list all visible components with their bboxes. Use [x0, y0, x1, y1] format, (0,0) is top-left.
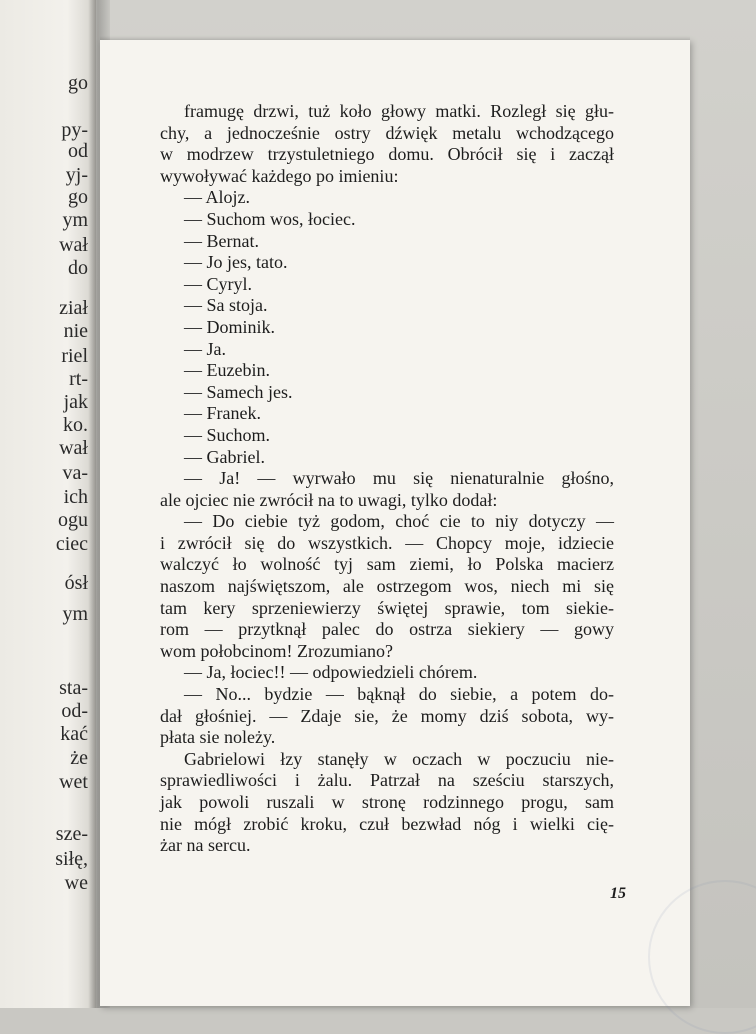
text-line: dał głośniej. — Zdaje sie, że momy dziś sobota, wy-	[160, 705, 614, 726]
text-line: — Euzebin.	[184, 360, 270, 381]
left-page-fragment: kać	[60, 723, 88, 745]
left-page-fragment: ym	[62, 209, 88, 231]
left-page	[0, 0, 96, 1008]
left-page-fragment: ciec	[55, 533, 88, 555]
left-page-fragment: wał	[59, 437, 88, 459]
text-line: — Do ciebie tyż godom, choć cie to niy dotyczy —	[184, 511, 614, 532]
left-page-fragment: sta-	[59, 677, 88, 699]
left-page-fragment: nie	[63, 320, 88, 342]
left-page-fragment: siłę,	[55, 848, 88, 870]
text-line: chy, a jednocześnie ostry dźwięk metalu wchodzącego	[160, 122, 614, 143]
left-page-fragment: ko.	[63, 414, 88, 436]
text-line: żar na sercu.	[160, 835, 251, 856]
left-page-fragment: że	[70, 747, 88, 769]
left-page-fragment: wał	[59, 234, 88, 256]
left-page-fragment: rt-	[69, 368, 88, 390]
text-line: — Suchom.	[184, 424, 271, 445]
show-through-stamp	[648, 880, 756, 1034]
text-line: — Gabriel.	[184, 446, 265, 467]
text-line: naszom najświętszom, ale ostrzegom wos, niech mi się	[160, 576, 614, 597]
text-line: — Dominik.	[184, 316, 276, 337]
text-line: — Sa stoja.	[184, 295, 268, 316]
text-line: nie mógł zrobić kroku, czuł bezwład nóg i wielki cię-	[160, 813, 614, 834]
left-page-fragment: go	[68, 186, 88, 208]
text-line: i zwrócił się do wszystkich. — Chopcy moje, idziecie	[160, 532, 614, 553]
left-page-fragment: yj-	[65, 164, 88, 186]
text-line: wywoływać każdego po imieniu:	[160, 165, 399, 186]
left-page-fragment: we	[64, 872, 88, 894]
left-page-fragment: jak	[63, 391, 88, 413]
left-page-fragment: od-	[61, 700, 88, 722]
left-page-fragment: do	[68, 257, 88, 279]
text-line: — Franek.	[184, 403, 261, 424]
text-line: wom połobcinom! Zrozumiano?	[160, 640, 393, 661]
text-line: ale ojciec nie zwrócił na to uwagi, tylko dodał:	[160, 489, 498, 510]
left-page-fragment: ich	[63, 486, 88, 508]
text-line: jak powoli ruszali w stronę rodzinnego progu, sam	[160, 792, 614, 812]
page-number: 15	[610, 885, 626, 902]
text-line: — Bernat.	[184, 230, 259, 251]
text-line: sprawiedliwości i żalu. Patrzał na sześciu starszych,	[160, 770, 614, 791]
text-line: rom — przytknął palec do ostrza siekiery — gowy	[160, 619, 614, 640]
text-line: — Ja! — wyrwało mu się nienaturalnie głośno,	[184, 468, 614, 489]
left-page-fragment: ogu	[58, 509, 88, 531]
text-line: walczyć ło wolność tyj sam ziemi, ło Polska macierz	[160, 554, 614, 575]
text-line: — Samech jes.	[184, 381, 293, 402]
left-page-fragment: wet	[59, 771, 88, 793]
text-line: framugę drzwi, tuż koło głowy matki. Rozległ się głu-	[184, 101, 614, 121]
text-line: Gabrielowi łzy stanęły w oczach w poczuciu nie-	[184, 748, 614, 769]
left-page-fragment: sze-	[55, 823, 88, 845]
left-page-fragment: va-	[62, 462, 88, 484]
text-line: — No... bydzie — bąknął do siebie, a potem do-	[184, 684, 614, 705]
left-page-fragment: od	[68, 140, 88, 162]
left-page-fragment: py-	[61, 119, 88, 141]
text-line: — Ja, łociec!! — odpowiedzieli chórem.	[184, 662, 478, 683]
left-page-fragment: ym	[62, 603, 88, 625]
left-page-fragment: go	[68, 72, 88, 94]
text-line: tam kery sprzeniewierzy świętej sprawie, tom siekie-	[160, 597, 614, 618]
left-page-fragment: riel	[61, 345, 88, 367]
left-page-fragment: ział	[59, 297, 88, 319]
text-line: w modrzew trzystuletniego domu. Obrócił się i zaczął	[160, 144, 614, 165]
right-page	[100, 40, 690, 1006]
page-text	[160, 101, 614, 857]
text-line: płata sie noleży.	[160, 727, 276, 748]
text-line: — Ja.	[184, 338, 226, 359]
text-line: — Alojz.	[184, 187, 250, 208]
left-page-fragment: ósł	[64, 572, 88, 594]
text-line: — Jo jes, tato.	[184, 252, 288, 273]
text-line: — Suchom wos, łociec.	[184, 208, 356, 229]
text-line: — Cyryl.	[184, 273, 253, 294]
